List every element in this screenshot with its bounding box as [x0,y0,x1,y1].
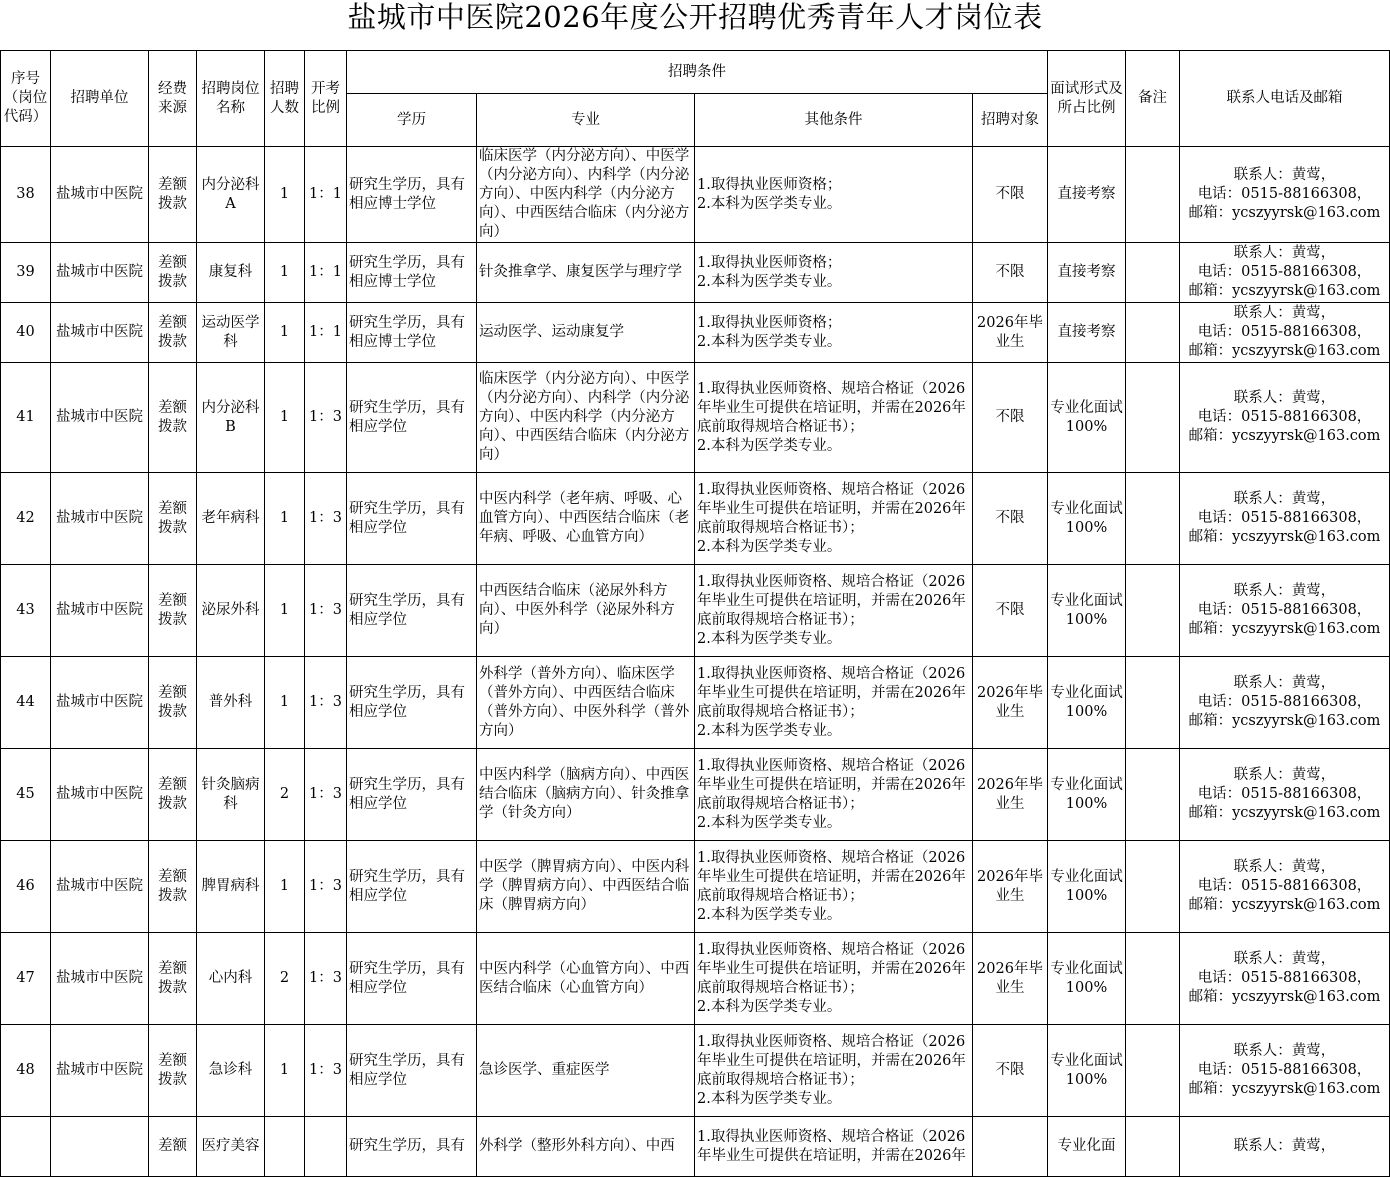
cell-ratio: 1：3 [305,363,347,473]
cell-unit: 盐城市中医院 [51,657,149,749]
header-conditions: 招聘条件 [347,51,1048,94]
contact-email: 邮箱：ycszyyrsk@163.com [1188,205,1381,221]
contact-phone: 电话：0515-88166308， [1197,1062,1372,1078]
cell-interview: 专业化面试100% [1048,565,1126,657]
cell-other: 1.取得执业医师资格、规培合格证（2026年毕业生可提供在培证明，并需在2026年底前取得规培合格证书）； 2.本科为医学类专业。 [695,841,973,933]
table-row [1,147,1390,243]
cell-seq: 45 [1,749,51,841]
cell-funding: 差额拨款 [149,749,197,841]
cell-position: 内分泌科A [197,147,265,243]
cell-other: 1.取得执业医师资格、规培合格证（2026年毕业生可提供在培证明，并需在2026年底前取得规培合格证书）； 2.本科为医学类专业。 [695,933,973,1025]
contact-phone: 电话：0515-88166308， [1197,602,1372,618]
cell-major: 外科学（普外方向）、临床医学（普外方向）、中西医结合临床（普外方向）、中医外科学（普外方向） [477,657,695,749]
cell-count: 1 [265,473,305,565]
page-title: 盐城市中医院2026年度公开招聘优秀青年人才岗位表 [347,0,1043,34]
cell-count: 2 [265,933,305,1025]
cell-unit: 盐城市中医院 [51,473,149,565]
cell-education: 研究生学历，具有相应学位 [347,841,477,933]
cell-education: 研究生学历，具有相应学位 [347,933,477,1025]
contact-phone: 电话：0515-88166308， [1197,186,1372,202]
header-ratio: 开考比例 [305,51,347,147]
cell-count: 1 [265,657,305,749]
contact-email: 邮箱：ycszyyrsk@163.com [1188,897,1381,913]
contact-phone: 电话：0515-88166308， [1197,409,1372,425]
cell-major: 运动医学、运动康复学 [477,303,695,363]
cell-unit: 盐城市中医院 [51,565,149,657]
contact-person: 联系人：黄莺， [1233,1138,1336,1154]
cell-major: 临床医学（内分泌方向）、中医学（内分泌方向）、内科学（内分泌方向）、中医内科学（内分泌方向）、中西医结合临床（内分泌方向） [477,363,695,473]
cell-unit: 盐城市中医院 [51,243,149,303]
cell-position: 运动医学科 [197,303,265,363]
cell-education: 研究生学历，具有相应学位 [347,565,477,657]
cell-count: 2 [265,749,305,841]
cell-count: 1 [265,565,305,657]
table-row [1,303,1390,363]
cell-unit: 盐城市中医院 [51,841,149,933]
cell-funding: 差额拨款 [149,147,197,243]
cell-other: 1.取得执业医师资格、规培合格证（2026 年毕业生可提供在培证明，并需在2026年 [695,1117,973,1177]
header-contact: 联系人电话及邮箱 [1180,51,1390,147]
header-remark: 备注 [1126,51,1180,147]
cell-seq: 44 [1,657,51,749]
cell-major: 急诊医学、重症医学 [477,1025,695,1117]
cell-remark [1126,1117,1180,1177]
cell-ratio: 1：1 [305,303,347,363]
cell-target: 不限 [973,147,1048,243]
table-row [1,1117,1390,1177]
header-education: 学历 [347,94,477,147]
cell-funding: 差额拨款 [149,363,197,473]
header-major: 专业 [477,94,695,147]
cell-remark [1126,933,1180,1025]
cell-funding: 差额拨款 [149,1025,197,1117]
recruitment-table [0,50,1390,1177]
cell-target [973,1117,1048,1177]
cell-seq: 41 [1,363,51,473]
cell-seq: 43 [1,565,51,657]
cell-seq: 47 [1,933,51,1025]
table-row [1,243,1390,303]
contact-email: 邮箱：ycszyyrsk@163.com [1188,713,1381,729]
cell-seq: 40 [1,303,51,363]
cell-contact [1180,303,1390,363]
cell-education: 研究生学历，具有相应学位 [347,749,477,841]
cell-major: 外科学（整形外科方向）、中西 [477,1117,695,1177]
cell-seq: 38 [1,147,51,243]
cell-education: 研究生学历，具有相应学位 [347,363,477,473]
cell-position: 泌尿外科 [197,565,265,657]
header-position: 招聘岗位名称 [197,51,265,147]
cell-major: 中医内科学（老年病、呼吸、心血管方向）、中西医结合临床（老年病、呼吸、心血管方向） [477,473,695,565]
cell-count: 1 [265,363,305,473]
cell-contact [1180,147,1390,243]
cell-ratio: 1：3 [305,749,347,841]
contact-email: 邮箱：ycszyyrsk@163.com [1188,989,1381,1005]
header-seq: 序号（岗位代码） [1,51,51,147]
cell-education: 研究生学历，具有相应学位 [347,1025,477,1117]
cell-interview: 专业化面试100% [1048,1025,1126,1117]
table-row [1,933,1390,1025]
cell-remark [1126,657,1180,749]
table-row [1,841,1390,933]
cell-contact [1180,657,1390,749]
cell-remark [1126,1025,1180,1117]
contact-email: 邮箱：ycszyyrsk@163.com [1188,343,1381,359]
cell-unit: 盐城市中医院 [51,933,149,1025]
cell-education: 研究生学历，具有 [347,1117,477,1177]
cell-other: 1.取得执业医师资格、规培合格证（2026年毕业生可提供在培证明，并需在2026年底前取得规培合格证书）； 2.本科为医学类专业。 [695,565,973,657]
cell-position: 脾胃病科 [197,841,265,933]
contact-person: 联系人：黄莺， [1233,767,1336,783]
table-row [1,749,1390,841]
contact-phone: 电话：0515-88166308， [1197,970,1372,986]
cell-seq: 48 [1,1025,51,1117]
cell-unit: 盐城市中医院 [51,363,149,473]
cell-target: 2026年毕业生 [973,933,1048,1025]
cell-interview: 专业化面试100% [1048,933,1126,1025]
cell-remark [1126,363,1180,473]
table-row [1,473,1390,565]
cell-seq: 39 [1,243,51,303]
cell-ratio [305,1117,347,1177]
cell-funding: 差额拨款 [149,657,197,749]
contact-phone: 电话：0515-88166308， [1197,694,1372,710]
header-unit: 招聘单位 [51,51,149,147]
contact-person: 联系人：黄莺， [1233,167,1336,183]
cell-education: 研究生学历，具有相应博士学位 [347,303,477,363]
cell-interview: 专业化面试100% [1048,473,1126,565]
contact-phone: 电话：0515-88166308， [1197,786,1372,802]
cell-other: 1.取得执业医师资格； 2.本科为医学类专业。 [695,303,973,363]
cell-other: 1.取得执业医师资格、规培合格证（2026年毕业生可提供在培证明，并需在2026年底前取得规培合格证书）； 2.本科为医学类专业。 [695,363,973,473]
cell-education: 研究生学历，具有相应博士学位 [347,147,477,243]
cell-major: 中医内科学（心血管方向）、中西医结合临床（心血管方向） [477,933,695,1025]
cell-education: 研究生学历，具有相应博士学位 [347,243,477,303]
cell-contact [1180,565,1390,657]
cell-major: 临床医学（内分泌方向）、中医学（内分泌方向）、内科学（内分泌方向）、中医内科学（内分泌方向）、中西医结合临床（内分泌方向） [477,147,695,243]
contact-person: 联系人：黄莺， [1233,583,1336,599]
contact-email: 邮箱：ycszyyrsk@163.com [1188,805,1381,821]
cell-ratio: 1：3 [305,565,347,657]
contact-person: 联系人：黄莺， [1233,1043,1336,1059]
cell-other: 1.取得执业医师资格、规培合格证（2026年毕业生可提供在培证明，并需在2026年底前取得规培合格证书）； 2.本科为医学类专业。 [695,657,973,749]
cell-seq [1,1117,51,1177]
cell-count: 1 [265,841,305,933]
cell-interview: 专业化面试100% [1048,749,1126,841]
cell-remark [1126,243,1180,303]
cell-target: 2026年毕业生 [973,657,1048,749]
cell-major: 针灸推拿学、康复医学与理疗学 [477,243,695,303]
cell-education: 研究生学历，具有相应学位 [347,473,477,565]
contact-email: 邮箱：ycszyyrsk@163.com [1188,621,1381,637]
contact-email: 邮箱：ycszyyrsk@163.com [1188,428,1381,444]
cell-position: 内分泌科B [197,363,265,473]
cell-other: 1.取得执业医师资格； 2.本科为医学类专业。 [695,243,973,303]
cell-remark [1126,473,1180,565]
cell-unit: 盐城市中医院 [51,147,149,243]
contact-email: 邮箱：ycszyyrsk@163.com [1188,1081,1381,1097]
cell-funding: 差额拨款 [149,303,197,363]
contact-email: 邮箱：ycszyyrsk@163.com [1188,529,1381,545]
header-interview: 面试形式及所占比例 [1048,51,1126,147]
cell-major: 中西医结合临床（泌尿外科方向）、中医外科学（泌尿外科方向） [477,565,695,657]
cell-seq: 42 [1,473,51,565]
cell-ratio: 1：1 [305,147,347,243]
cell-interview: 直接考察 [1048,147,1126,243]
cell-funding: 差额拨款 [149,565,197,657]
cell-remark [1126,749,1180,841]
contact-phone: 电话：0515-88166308， [1197,264,1372,280]
cell-contact [1180,473,1390,565]
contact-phone: 电话：0515-88166308， [1197,878,1372,894]
contact-email: 邮箱：ycszyyrsk@163.com [1188,283,1381,299]
contact-phone: 电话：0515-88166308， [1197,324,1372,340]
cell-other: 1.取得执业医师资格、规培合格证（2026年毕业生可提供在培证明，并需在2026年底前取得规培合格证书）； 2.本科为医学类专业。 [695,749,973,841]
cell-target: 2026年毕业生 [973,749,1048,841]
contact-phone: 电话：0515-88166308， [1197,510,1372,526]
cell-remark [1126,147,1180,243]
cell-unit: 盐城市中医院 [51,303,149,363]
cell-count [265,1117,305,1177]
cell-unit [51,1117,149,1177]
cell-other: 1.取得执业医师资格； 2.本科为医学类专业。 [695,147,973,243]
cell-count: 1 [265,303,305,363]
cell-count: 1 [265,1025,305,1117]
cell-other: 1.取得执业医师资格、规培合格证（2026年毕业生可提供在培证明，并需在2026年底前取得规培合格证书）； 2.本科为医学类专业。 [695,473,973,565]
cell-ratio: 1：3 [305,657,347,749]
cell-interview: 直接考察 [1048,303,1126,363]
table-row [1,363,1390,473]
contact-person: 联系人：黄莺， [1233,951,1336,967]
cell-remark [1126,841,1180,933]
cell-ratio: 1：3 [305,933,347,1025]
header-funding: 经费来源 [149,51,197,147]
cell-funding: 差额拨款 [149,243,197,303]
cell-contact [1180,749,1390,841]
cell-position: 医疗美容 [197,1117,265,1177]
cell-position: 老年病科 [197,473,265,565]
contact-person: 联系人：黄莺， [1233,491,1336,507]
cell-funding: 差额拨款 [149,841,197,933]
cell-remark [1126,565,1180,657]
cell-unit: 盐城市中医院 [51,749,149,841]
cell-target: 不限 [973,363,1048,473]
table-row [1,657,1390,749]
header-target: 招聘对象 [973,94,1048,147]
table-body [1,147,1390,1177]
table-row [1,565,1390,657]
cell-remark [1126,303,1180,363]
cell-major: 中医学（脾胃病方向）、中医内科学（脾胃病方向）、中西医结合临床（脾胃病方向） [477,841,695,933]
cell-interview: 专业化面 [1048,1117,1126,1177]
cell-position: 心内科 [197,933,265,1025]
contact-person: 联系人：黄莺， [1233,675,1336,691]
cell-seq: 46 [1,841,51,933]
cell-interview: 专业化面试100% [1048,657,1126,749]
cell-ratio: 1：1 [305,243,347,303]
header-other: 其他条件 [695,94,973,147]
cell-count: 1 [265,243,305,303]
cell-funding: 差额拨款 [149,933,197,1025]
cell-target: 不限 [973,1025,1048,1117]
cell-funding: 差额拨款 [149,473,197,565]
cell-interview: 直接考察 [1048,243,1126,303]
cell-target: 不限 [973,473,1048,565]
cell-other: 1.取得执业医师资格、规培合格证（2026年毕业生可提供在培证明，并需在2026年底前取得规培合格证书）； 2.本科为医学类专业。 [695,1025,973,1117]
cell-contact [1180,363,1390,473]
cell-education: 研究生学历，具有相应学位 [347,657,477,749]
cell-unit: 盐城市中医院 [51,1025,149,1117]
cell-interview: 专业化面试100% [1048,363,1126,473]
cell-major: 中医内科学（脑病方向）、中西医结合临床（脑病方向）、针灸推拿学（针灸方向） [477,749,695,841]
cell-ratio: 1：3 [305,473,347,565]
contact-person: 联系人：黄莺， [1233,305,1336,321]
contact-person: 联系人：黄莺， [1233,245,1336,261]
cell-position: 普外科 [197,657,265,749]
cell-contact [1180,1025,1390,1117]
cell-contact [1180,841,1390,933]
cell-ratio: 1：3 [305,841,347,933]
cell-ratio: 1：3 [305,1025,347,1117]
header-count: 招聘人数 [265,51,305,147]
cell-contact [1180,243,1390,303]
cell-target: 不限 [973,565,1048,657]
cell-funding: 差额 [149,1117,197,1177]
cell-contact [1180,1117,1390,1177]
cell-contact [1180,933,1390,1025]
table-row [1,1025,1390,1117]
cell-interview: 专业化面试100% [1048,841,1126,933]
cell-count: 1 [265,147,305,243]
cell-target: 不限 [973,243,1048,303]
contact-person: 联系人：黄莺， [1233,859,1336,875]
cell-position: 康复科 [197,243,265,303]
cell-position: 针灸脑病科 [197,749,265,841]
cell-target: 2026年毕业生 [973,303,1048,363]
cell-target: 2026年毕业生 [973,841,1048,933]
contact-person: 联系人：黄莺， [1233,390,1336,406]
cell-position: 急诊科 [197,1025,265,1117]
